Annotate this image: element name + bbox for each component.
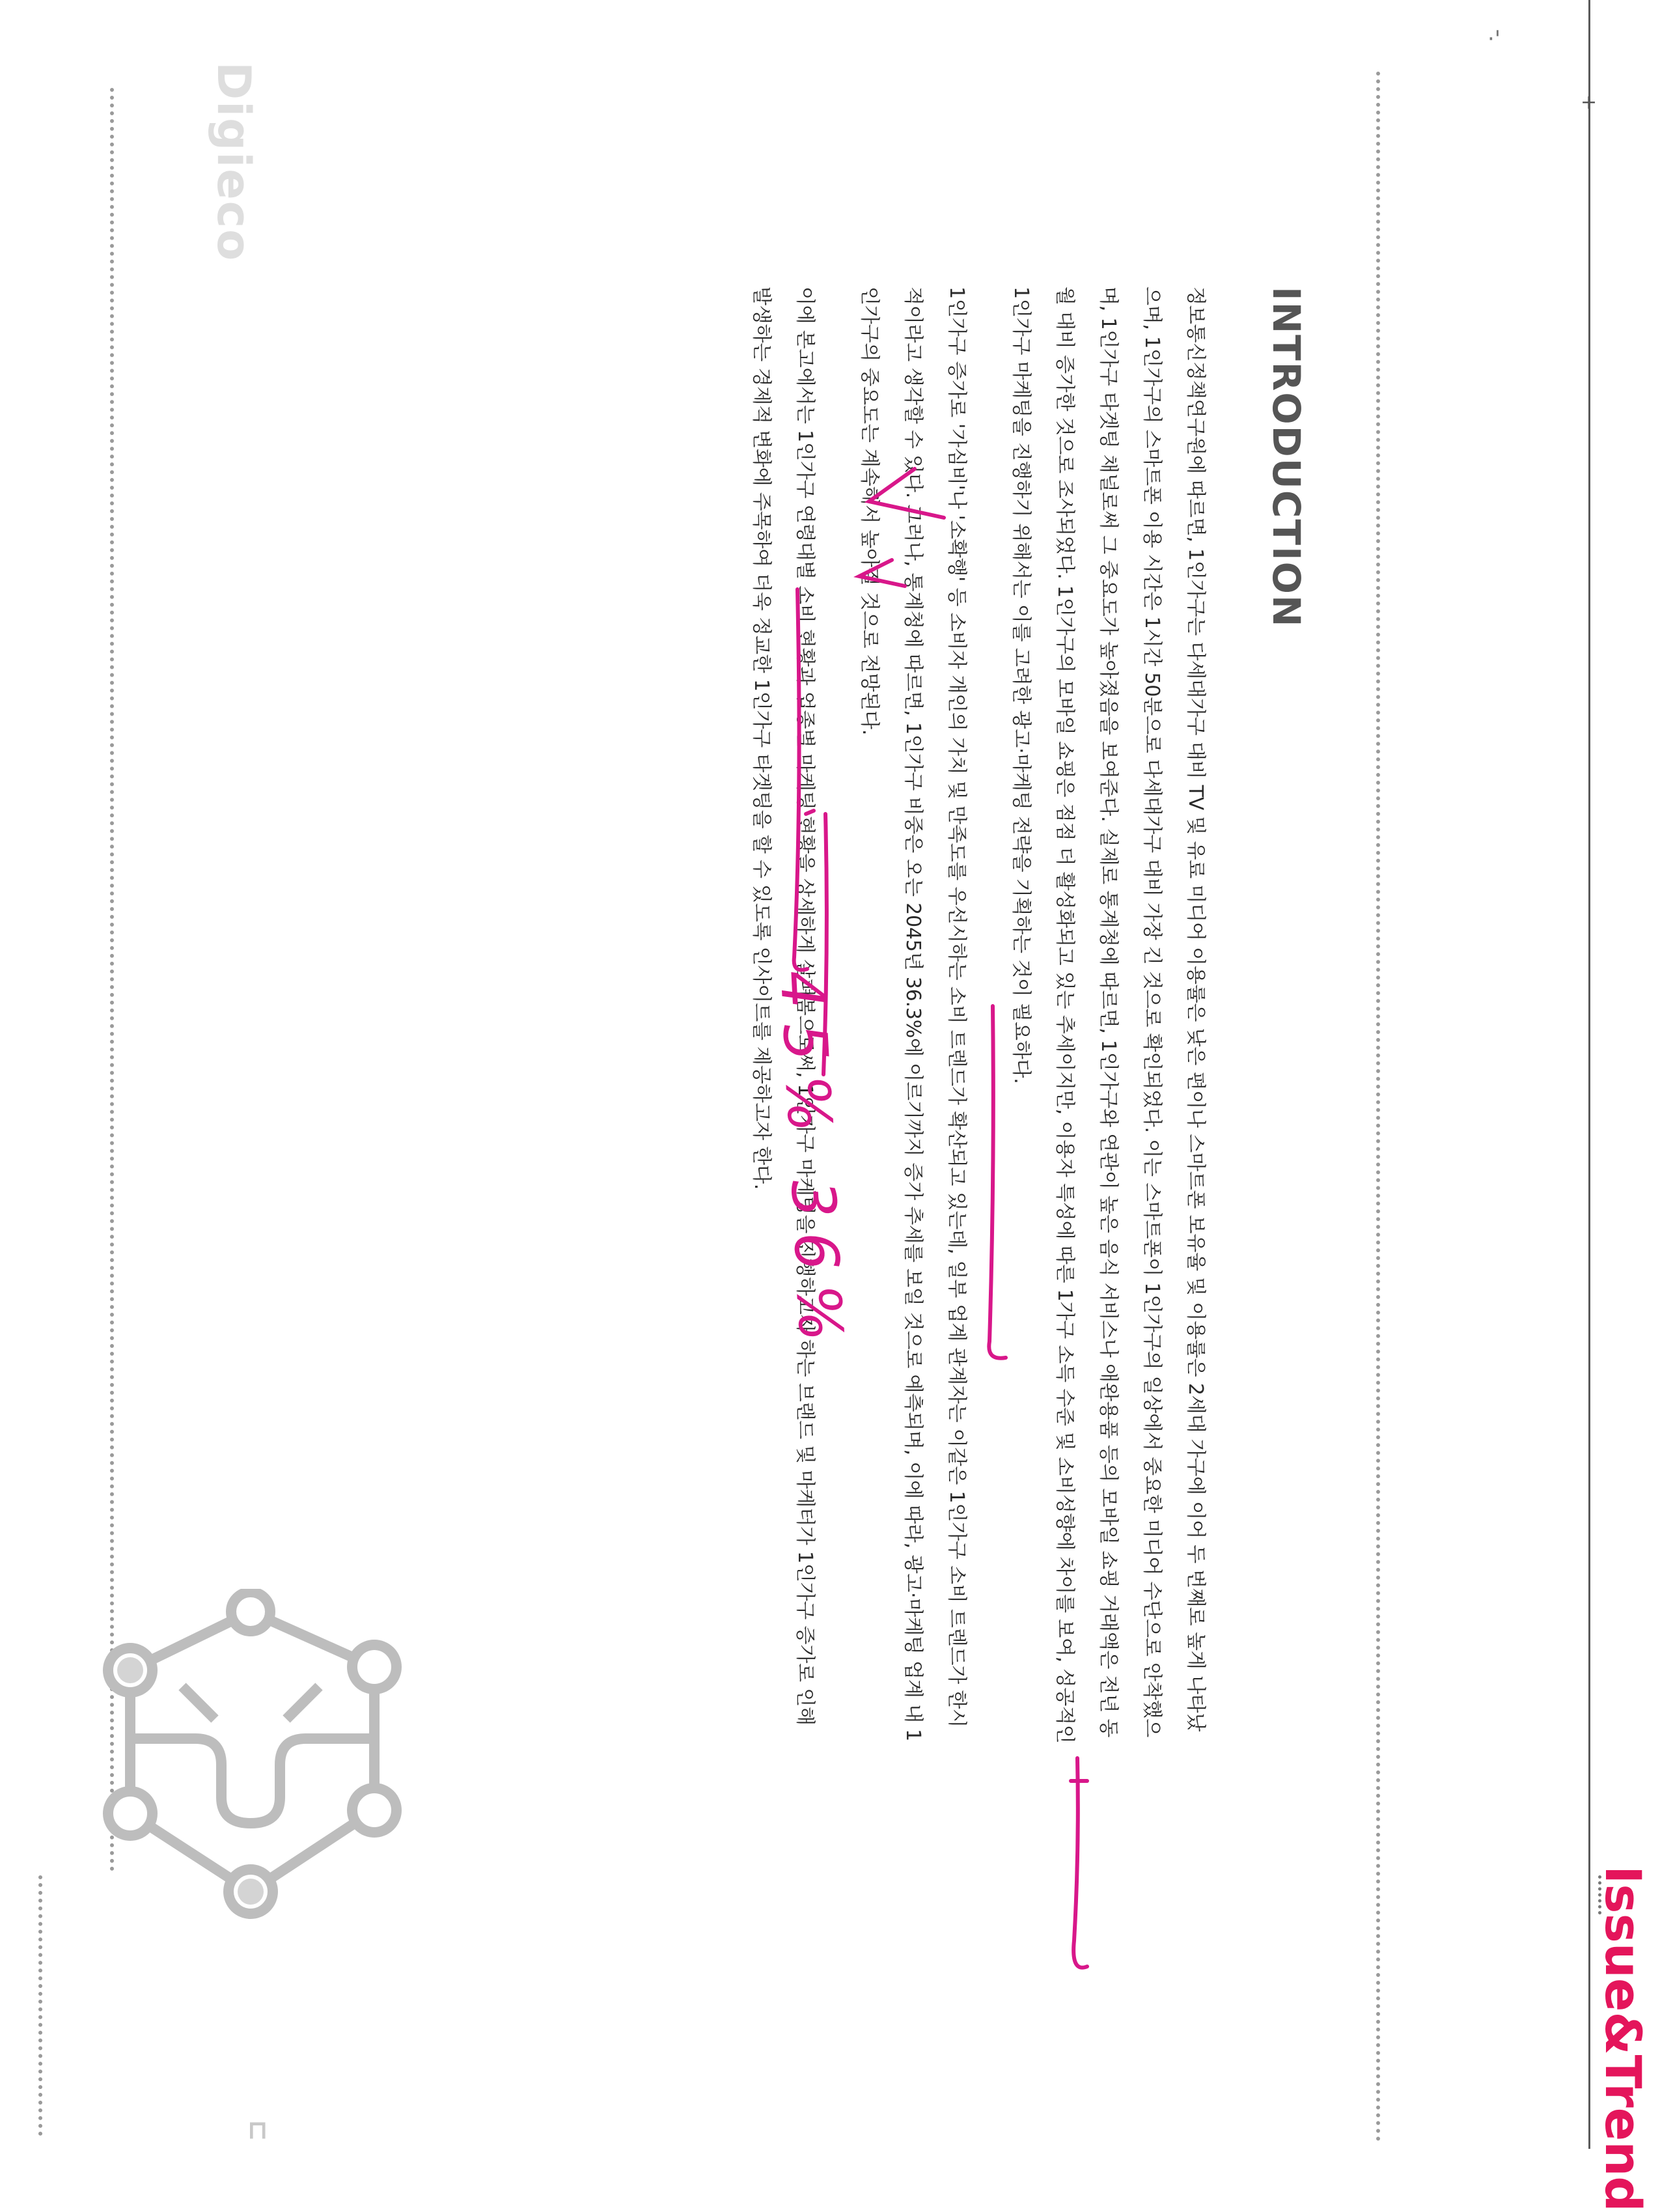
section-dots: [1598, 1875, 1601, 1914]
paragraph-3: 이에 본고에서는 1인가구 연령대별 소비 현황과 업종별 마케팅 현황을 상세하게 살펴봄으로써, 1인가구 마케팅을 진행하고자 하는 브랜드 및 마케터가 1인가구 증가로 인해 발생하는 경제적 변화에 주목하여 더욱 정교한 1인가구 타겟팅을 할 수 있도록 인사이트를 제공하고자 한다.: [750, 287, 816, 1726]
dotted-rule-left: [1376, 72, 1380, 2142]
scan-artifact-mark: ·': [1487, 26, 1501, 52]
scan-artifact-tick: +: [1581, 91, 1598, 114]
brand-watermark: Digieco: [207, 62, 260, 262]
corner-mark: ⊏: [243, 2120, 273, 2142]
underline-channel: [1073, 1758, 1087, 1968]
network-logo-icon: [72, 1589, 436, 1940]
paragraph-2: 1인가구 증가로 '가심비'나 '소확행' 등 소비자 개인의 가치 및 만족도를 우선시하는 소비 트렌드가 확산되고 있는데, 일부 업계 관계자는 이같은 1인가구 소비 트렌드가 한시적이라고 생각할 수 있다. 그러나, 통계청에 따르면, 1인가구 비중은 오는 2045년 36.3%에 이르기까지 증가 추세를 보일 것으로 예측되며, 이에 따라, 광고·마케팅 업계 내 1인가구의 중요도는 계속해서 높아질 것으로 전망된다.: [858, 287, 968, 1741]
dotted-rule-right-lower: [38, 1875, 42, 2136]
page-heading: INTRODUCTION: [1264, 287, 1308, 628]
handwritten-note: 45% 36%: [766, 968, 857, 1358]
paragraph-1: 정보통신정책연구원에 따르면, 1인가구는 다세대가구 대비 TV 및 유료 미디어 이용률은 낮은 편이나 스마트폰 보유율 및 이용률은 2세대 가구에 이어 두 번째로 높게 나타났으며, 1인가구의 스마트폰 이용 시간은 1시간 50분으로 다세대가구 대비 가장 긴 것으로 확인되었다. 이는 스마트폰이 1인가구의 일상에서 중요한 미디어 수단으로 안착했으며, 1인가구 타겟팅 채널로써 그 중요도가 높아졌음을 보여준다. 실제로 통계청에 따르면, 1인가구와 연관이 높은 음식 서비스나 애완용품 등의 모바일 쇼핑 거래액은 전년 동월 대비 증가한 것으로 조사되었다. 1인가구의 모바일 쇼핑은 점점 더 활성화되고 있는 추세이지만, 이용자 특성에 따른 1가구 소득 수준 및 소비성향에 차이를 보여, 성공적인 1인가구 마케팅을 진행하기 위해서는 이를 고려한 광고·마케팅 전략을 기획하는 것이 필요하다.: [1010, 287, 1207, 1744]
section-title: Issue&Trend: [1594, 1866, 1652, 2212]
